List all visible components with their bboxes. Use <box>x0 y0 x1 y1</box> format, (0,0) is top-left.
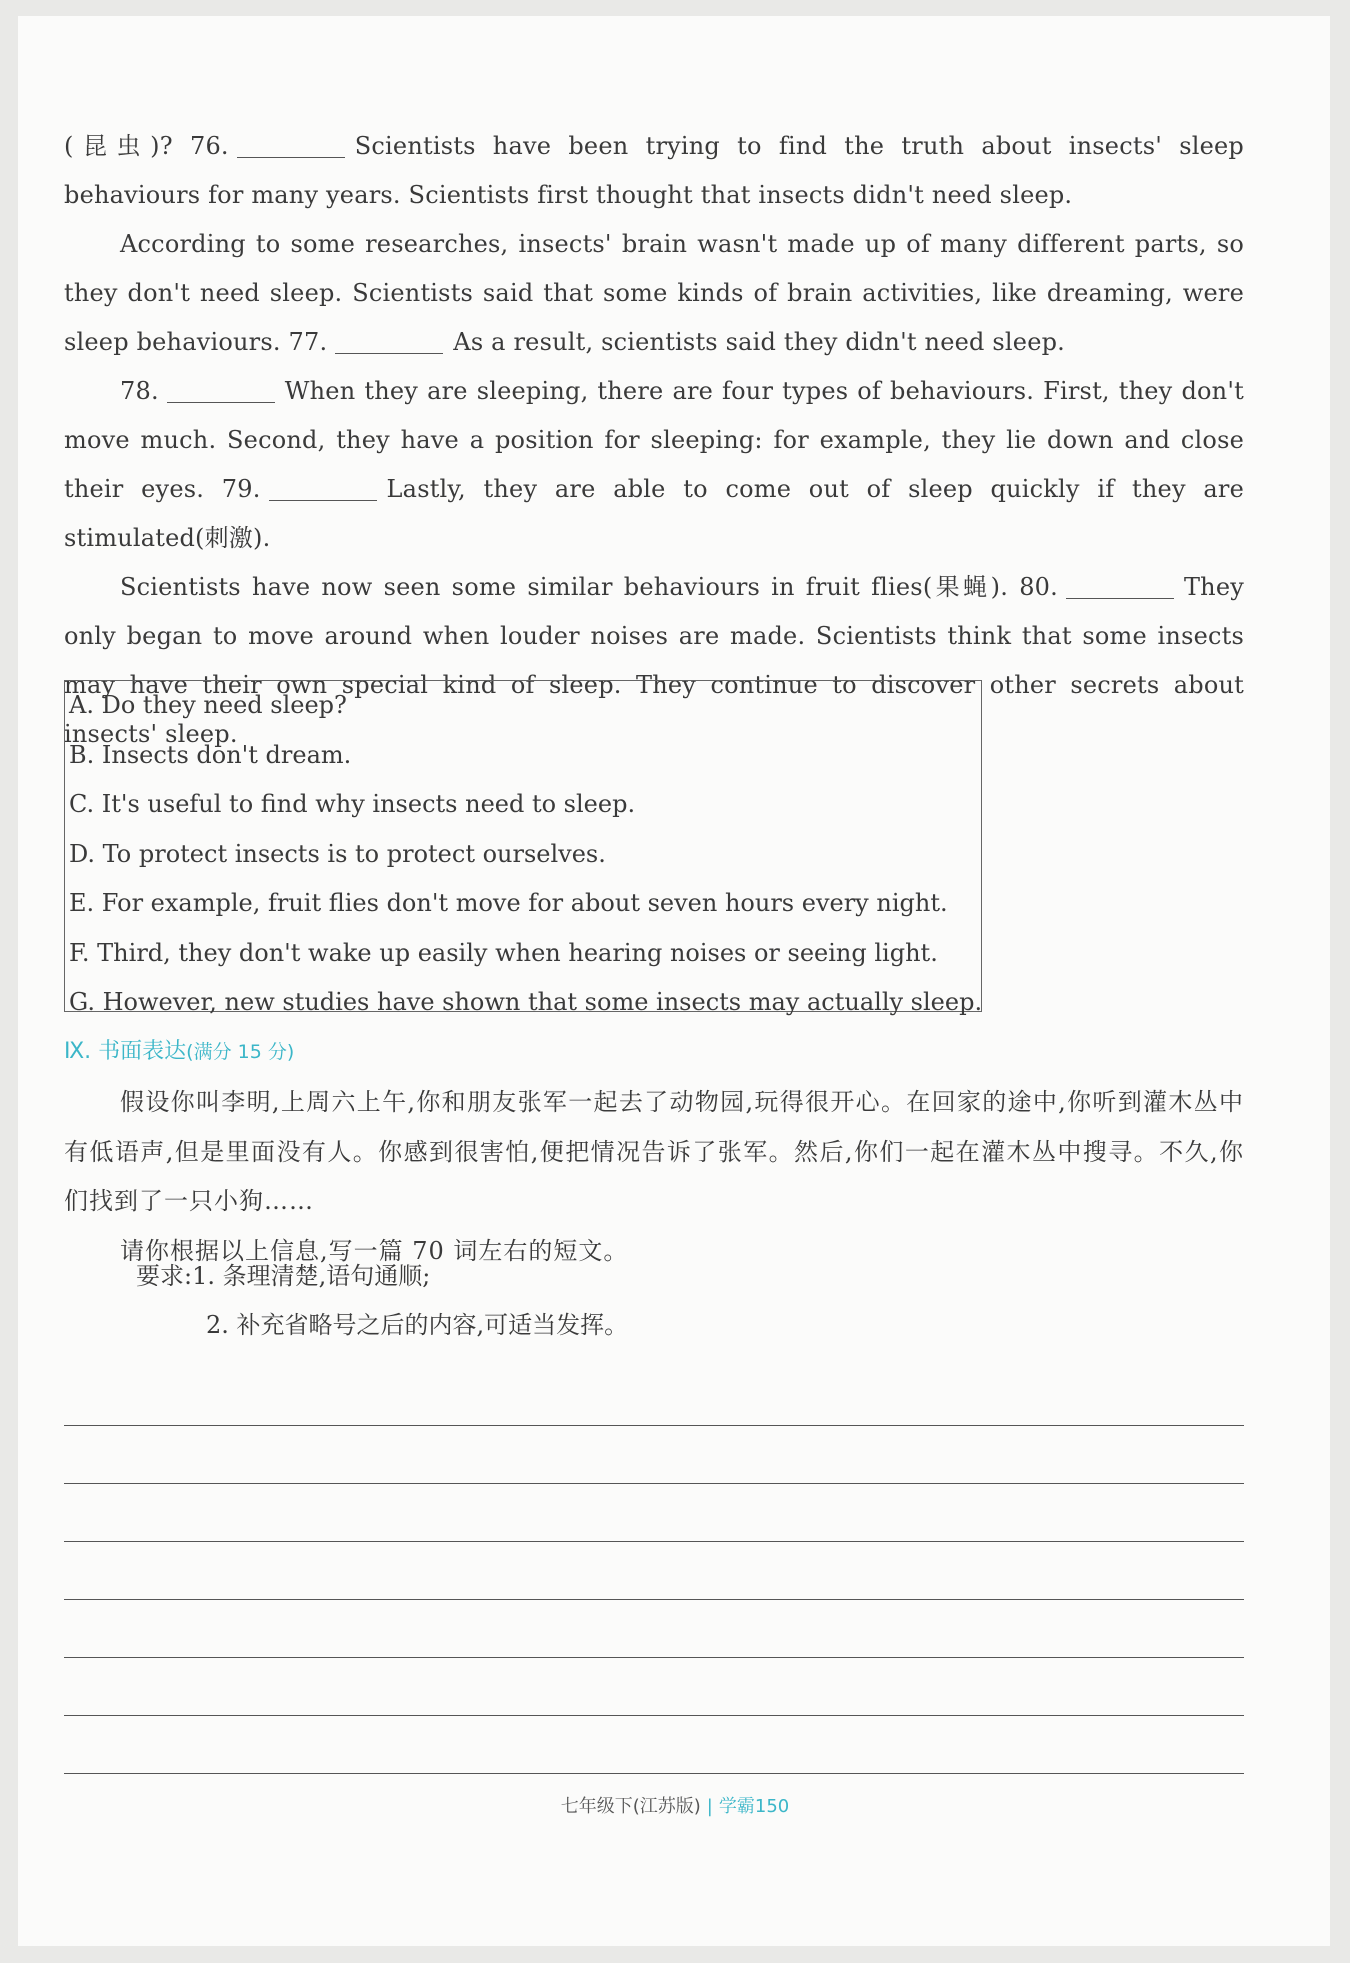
writing-line[interactable] <box>64 1657 1244 1658</box>
option-d: D. To protect insects is to protect ourselves. <box>69 839 606 868</box>
paragraph-3 <box>64 367 1244 563</box>
reading-passage <box>64 122 1244 759</box>
p3-start-text: 78. <box>120 377 159 405</box>
p4-end-text: They only began to move around when louder noises are made. Scientists think that some insects may have their own special kind of sleep. They continue to discover other secrets about insects' sleep. <box>64 573 1244 748</box>
writing-line[interactable] <box>64 1773 1244 1774</box>
option-c: C. It's useful to find why insects need to sleep. <box>69 790 636 818</box>
p1-end-text: Scientists have been trying to find the truth about insects' sleep behaviours for many years. Scientists first thought that insects didn't need sleep. <box>64 132 1244 209</box>
paragraph-1 <box>64 122 1244 220</box>
answer-blank-77[interactable] <box>335 325 443 354</box>
options-box <box>64 680 983 1016</box>
option-f: F. Third, they don't wake up easily when hearing noises or seeing light. <box>69 938 938 967</box>
page-number: 150 <box>754 1796 790 1817</box>
writing-line[interactable] <box>64 1483 1244 1484</box>
option-e: E. For example, fruit flies don't move for about seven hours every night. <box>69 889 948 917</box>
section-score: (满分 15 分) <box>186 1041 295 1063</box>
p2-end-text: As a result, scientists said they didn't need sleep. <box>453 328 1066 356</box>
answer-blank-78[interactable] <box>167 374 275 403</box>
footer-separator: | <box>706 1796 713 1817</box>
writing-line[interactable] <box>64 1715 1244 1716</box>
p1-start-text: (昆虫)? 76. <box>64 132 229 160</box>
footer-brand: 学霸 <box>718 1796 755 1817</box>
requirement-2: 2. 补充省略号之后的内容,可适当发挥。 <box>206 1311 629 1339</box>
section-title: Ⅸ. 书面表达 <box>64 1039 187 1064</box>
requirement-1: 要求:1. 条理清楚,语句通顺; <box>136 1262 431 1290</box>
writing-line[interactable] <box>64 1541 1244 1542</box>
p3-end-text: Lastly, they are able to come out of sleep quickly if they are stimulated(刺激). <box>64 475 1244 552</box>
answer-blank-76[interactable] <box>237 129 345 158</box>
page-footer <box>0 1792 1350 1818</box>
writing-line[interactable] <box>64 1425 1244 1426</box>
footer-grade: 七年级下(江苏版) <box>560 1796 701 1817</box>
option-a: A. Do they need sleep? <box>69 691 347 719</box>
instruction-text: 请你根据以上信息,写一篇 70 词左右的短文。 <box>120 1236 629 1265</box>
p4-start-text: Scientists have now seen some similar behaviours in fruit flies(果蝇). 80. <box>120 573 1058 601</box>
writing-prompt <box>64 1078 1244 1276</box>
writing-line[interactable] <box>64 1599 1244 1600</box>
answer-blank-80[interactable] <box>1066 570 1174 599</box>
option-b: B. Insects don't dream. <box>69 740 352 769</box>
answer-lines[interactable] <box>64 1425 1244 1831</box>
paragraph-2 <box>64 220 1244 367</box>
option-g: G. However, new studies have shown that some insects may actually sleep. <box>69 988 983 1016</box>
answer-blank-79[interactable] <box>269 472 377 501</box>
p2-start-text: According to some researches, insects' brain wasn't made up of many different parts, so they don't need sleep. Scientists said that some kinds of brain activities, like dreaming, were sleep behaviours. 77. <box>64 230 1244 356</box>
p3-mid-text: When they are sleeping, there are four types of behaviours. First, they don't move much. Second, they have a position for sleeping: for example, they lie down and close their eyes. 79. <box>64 377 1244 503</box>
writing-section-heading <box>64 1034 294 1065</box>
prompt-text: 假设你叫李明,上周六上午,你和朋友张军一起去了动物园,玩得很开心。在回家的途中,你听到灌木丛中有低语声,但是里面没有人。你感到很害怕,便把情况告诉了张军。然后,你们一起在灌木丛中搜寻。不久,你们找到了一只小狗…… <box>64 1088 1244 1215</box>
